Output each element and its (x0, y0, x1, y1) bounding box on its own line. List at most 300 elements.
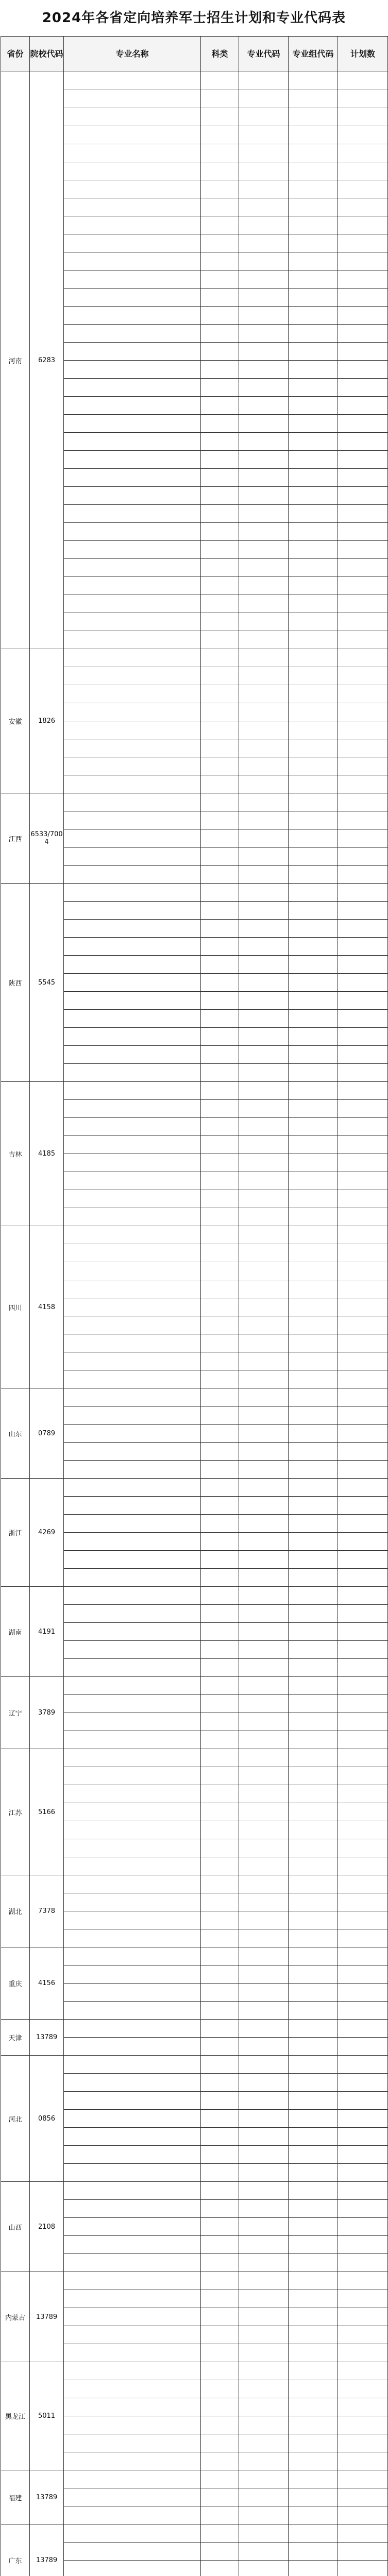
major-name-cell (64, 848, 201, 866)
plan-count-cell (338, 180, 388, 198)
group-code-cell (289, 1803, 338, 1821)
major-name-cell (64, 252, 201, 270)
province-cell: 安徽 (1, 649, 30, 793)
major-name-cell (64, 2092, 201, 2110)
group-code-cell (289, 793, 338, 811)
group-code-cell (289, 1947, 338, 1965)
table-row (1, 884, 388, 902)
group-code-cell (289, 1911, 338, 1929)
school-code-cell: 3789 (30, 1677, 64, 1749)
plan-count-cell (338, 433, 388, 451)
major-code-cell (239, 1479, 289, 1497)
category-cell (201, 433, 239, 451)
major-code-cell (239, 1208, 289, 1226)
major-code-cell (239, 2074, 289, 2092)
plan-count-cell (338, 1298, 388, 1316)
major-name-cell (64, 866, 201, 884)
category-cell (201, 2398, 239, 2416)
plan-count-cell (338, 1388, 388, 1406)
category-cell (201, 1064, 239, 1082)
major-name-cell (64, 469, 201, 487)
category-cell (201, 1551, 239, 1569)
plan-count-cell (338, 956, 388, 974)
major-code-cell (239, 1623, 289, 1641)
plan-count-cell (338, 1118, 388, 1136)
category-cell (201, 2452, 239, 2470)
major-name-cell (64, 1821, 201, 1839)
major-code-cell (239, 1515, 289, 1533)
plan-count-cell (338, 1334, 388, 1352)
group-code-cell (289, 1118, 338, 1136)
group-code-cell (289, 469, 338, 487)
category-cell (201, 2434, 239, 2452)
major-code-cell (239, 451, 289, 469)
group-code-cell (289, 1659, 338, 1677)
major-code-cell (239, 1659, 289, 1677)
header-province: 省份 (1, 37, 30, 72)
major-name-cell (64, 523, 201, 541)
category-cell (201, 1587, 239, 1605)
school-code-cell: 13789 (30, 2272, 64, 2362)
major-name-cell (64, 2272, 201, 2290)
major-name-cell (64, 1569, 201, 1587)
plan-count-cell (338, 1821, 388, 1839)
group-code-cell (289, 1154, 338, 1172)
plan-count-cell (338, 1731, 388, 1749)
category-cell (201, 1821, 239, 1839)
plan-count-cell (338, 1533, 388, 1551)
major-code-cell (239, 2146, 289, 2164)
major-code-cell (239, 90, 289, 108)
major-code-cell (239, 1425, 289, 1443)
major-name-cell (64, 325, 201, 343)
category-cell (201, 595, 239, 613)
plan-count-cell (338, 523, 388, 541)
major-name-cell (64, 2561, 201, 2576)
plan-count-cell (338, 2326, 388, 2344)
major-code-cell (239, 1839, 289, 1857)
major-name-cell (64, 1262, 201, 1280)
group-code-cell (289, 2146, 338, 2164)
plan-count-cell (338, 252, 388, 270)
group-code-cell (289, 920, 338, 938)
plan-count-cell (338, 2362, 388, 2380)
plan-count-cell (338, 2236, 388, 2254)
category-cell (201, 938, 239, 956)
major-name-cell (64, 1605, 201, 1623)
major-name-cell (64, 1767, 201, 1785)
major-code-cell (239, 1370, 289, 1388)
major-name-cell (64, 1425, 201, 1443)
group-code-cell (289, 1226, 338, 1244)
group-code-cell (289, 667, 338, 685)
major-code-cell (239, 1641, 289, 1659)
plan-count-cell (338, 1984, 388, 2002)
category-cell (201, 1118, 239, 1136)
major-code-cell (239, 721, 289, 739)
group-code-cell (289, 1298, 338, 1316)
plan-count-cell (338, 1100, 388, 1118)
category-cell (201, 2362, 239, 2380)
category-cell (201, 2020, 239, 2038)
group-code-cell (289, 1262, 338, 1280)
major-code-cell (239, 1965, 289, 1984)
group-code-cell (289, 2434, 338, 2452)
major-name-cell (64, 198, 201, 216)
group-code-cell (289, 1893, 338, 1911)
category-cell (201, 2236, 239, 2254)
category-cell (201, 2524, 239, 2543)
group-code-cell (289, 559, 338, 577)
plan-count-cell (338, 2182, 388, 2200)
major-name-cell (64, 2506, 201, 2524)
major-code-cell (239, 1695, 289, 1713)
plan-count-cell (338, 1857, 388, 1875)
plan-count-cell (338, 1244, 388, 1262)
category-cell (201, 234, 239, 252)
category-cell (201, 2002, 239, 2020)
group-code-cell (289, 2200, 338, 2218)
major-name-cell (64, 1280, 201, 1298)
category-cell (201, 649, 239, 667)
plan-count-cell (338, 631, 388, 649)
major-code-cell (239, 2362, 289, 2380)
group-code-cell (289, 162, 338, 180)
major-code-cell (239, 2506, 289, 2524)
group-code-cell (289, 1569, 338, 1587)
major-name-cell (64, 2308, 201, 2326)
plan-count-cell (338, 793, 388, 811)
plan-count-cell (338, 1767, 388, 1785)
group-code-cell (289, 1208, 338, 1226)
plan-count-cell (338, 2308, 388, 2326)
plan-count-cell (338, 198, 388, 216)
plan-count-cell (338, 469, 388, 487)
group-code-cell (289, 2020, 338, 2038)
category-cell (201, 1479, 239, 1497)
major-code-cell (239, 559, 289, 577)
group-code-cell (289, 2326, 338, 2344)
category-cell (201, 1100, 239, 1118)
major-name-cell (64, 1749, 201, 1767)
table-row (1, 2182, 388, 2200)
major-name-cell (64, 974, 201, 992)
category-cell (201, 2344, 239, 2362)
group-code-cell (289, 1406, 338, 1425)
province-cell: 内蒙古 (1, 2272, 30, 2362)
group-code-cell (289, 2506, 338, 2524)
plan-count-cell (338, 234, 388, 252)
table-row (1, 1587, 388, 1605)
major-code-cell (239, 289, 289, 307)
major-code-cell (239, 1280, 289, 1298)
plan-count-cell (338, 2272, 388, 2290)
category-cell (201, 343, 239, 361)
major-name-cell (64, 180, 201, 198)
school-code-cell: 4156 (30, 1947, 64, 2020)
plan-count-cell (338, 415, 388, 433)
major-code-cell (239, 1533, 289, 1551)
group-code-cell (289, 2038, 338, 2056)
major-code-cell (239, 2056, 289, 2074)
major-name-cell (64, 1316, 201, 1334)
major-name-cell (64, 613, 201, 631)
group-code-cell (289, 1443, 338, 1461)
plan-count-cell (338, 2380, 388, 2398)
major-name-cell (64, 2254, 201, 2272)
plan-count-cell (338, 1280, 388, 1298)
group-code-cell (289, 1100, 338, 1118)
group-code-cell (289, 289, 338, 307)
major-code-cell (239, 577, 289, 595)
major-name-cell (64, 487, 201, 505)
plan-count-cell (338, 2092, 388, 2110)
major-name-cell (64, 703, 201, 721)
school-code-cell: 0789 (30, 1388, 64, 1479)
major-name-cell (64, 1406, 201, 1425)
major-name-cell (64, 1208, 201, 1226)
major-code-cell (239, 1749, 289, 1767)
major-name-cell (64, 793, 201, 811)
group-code-cell (289, 1136, 338, 1154)
major-name-cell (64, 343, 201, 361)
table-row (1, 1082, 388, 1100)
major-name-cell (64, 1713, 201, 1731)
group-code-cell (289, 1839, 338, 1857)
plan-count-cell (338, 1893, 388, 1911)
group-code-cell (289, 721, 338, 739)
major-name-cell (64, 1677, 201, 1695)
category-cell (201, 685, 239, 703)
major-code-cell (239, 1821, 289, 1839)
table-row (1, 2362, 388, 2380)
major-name-cell (64, 595, 201, 613)
plan-count-cell (338, 721, 388, 739)
category-cell (201, 2074, 239, 2092)
major-name-cell (64, 234, 201, 252)
group-code-cell (289, 144, 338, 162)
plan-count-cell (338, 775, 388, 793)
category-cell (201, 505, 239, 523)
table-row (1, 1749, 388, 1767)
major-name-cell (64, 397, 201, 415)
table-row (1, 1226, 388, 1244)
plan-count-cell (338, 667, 388, 685)
plan-count-cell (338, 216, 388, 234)
category-cell (201, 2164, 239, 2182)
category-cell (201, 1280, 239, 1298)
category-cell (201, 1010, 239, 1028)
plan-count-cell (338, 1875, 388, 1893)
major-name-cell (64, 1118, 201, 1136)
group-code-cell (289, 884, 338, 902)
plan-count-cell (338, 829, 388, 848)
major-code-cell (239, 1334, 289, 1352)
major-name-cell (64, 811, 201, 829)
major-name-cell (64, 2236, 201, 2254)
plan-count-cell (338, 613, 388, 631)
major-name-cell (64, 72, 201, 90)
plan-count-cell (338, 2146, 388, 2164)
table-row (1, 1388, 388, 1406)
major-code-cell (239, 1172, 289, 1190)
major-code-cell (239, 2326, 289, 2344)
group-code-cell (289, 757, 338, 775)
major-code-cell (239, 2164, 289, 2182)
major-code-cell (239, 234, 289, 252)
major-name-cell (64, 2020, 201, 2038)
category-cell (201, 2146, 239, 2164)
plan-count-cell (338, 920, 388, 938)
major-code-cell (239, 1316, 289, 1334)
plan-count-cell (338, 2002, 388, 2020)
group-code-cell (289, 2561, 338, 2576)
major-name-cell (64, 1929, 201, 1947)
major-name-cell (64, 1659, 201, 1677)
major-name-cell (64, 884, 201, 902)
plan-count-cell (338, 1370, 388, 1388)
category-cell (201, 1695, 239, 1713)
table-header (1, 37, 388, 72)
plan-count-cell (338, 1316, 388, 1334)
major-name-cell (64, 2074, 201, 2092)
category-cell (201, 1172, 239, 1190)
major-code-cell (239, 1605, 289, 1623)
plan-count-cell (338, 2524, 388, 2543)
plan-count-cell (338, 1479, 388, 1497)
school-code-cell: 13789 (30, 2470, 64, 2524)
plan-count-cell (338, 1406, 388, 1425)
province-cell: 河北 (1, 2056, 30, 2182)
plan-count-cell (338, 884, 388, 902)
group-code-cell (289, 829, 338, 848)
major-name-cell (64, 216, 201, 234)
plan-count-cell (338, 1605, 388, 1623)
group-code-cell (289, 108, 338, 126)
province-cell: 湖北 (1, 1875, 30, 1947)
major-code-cell (239, 1136, 289, 1154)
major-name-cell (64, 829, 201, 848)
group-code-cell (289, 2182, 338, 2200)
major-name-cell (64, 126, 201, 144)
group-code-cell (289, 848, 338, 866)
category-cell (201, 1244, 239, 1262)
major-name-cell (64, 938, 201, 956)
plan-count-cell (338, 1947, 388, 1965)
plan-count-cell (338, 2398, 388, 2416)
major-name-cell (64, 2002, 201, 2020)
plan-count-cell (338, 2056, 388, 2074)
major-code-cell (239, 379, 289, 397)
plan-count-cell (338, 1911, 388, 1929)
plan-count-cell (338, 397, 388, 415)
category-cell (201, 1316, 239, 1334)
major-code-cell (239, 361, 289, 379)
group-code-cell (289, 2290, 338, 2308)
major-code-cell (239, 2092, 289, 2110)
major-code-cell (239, 2344, 289, 2362)
category-cell (201, 1515, 239, 1533)
plan-count-cell (338, 2164, 388, 2182)
major-code-cell (239, 811, 289, 829)
plan-count-cell (338, 1677, 388, 1695)
major-code-cell (239, 505, 289, 523)
plan-count-cell (338, 1641, 388, 1659)
group-code-cell (289, 902, 338, 920)
table-row (1, 72, 388, 90)
category-cell (201, 1406, 239, 1425)
group-code-cell (289, 1767, 338, 1785)
major-name-cell (64, 1984, 201, 2002)
province-cell: 浙江 (1, 1479, 30, 1587)
school-code-cell: 1826 (30, 649, 64, 793)
school-code-cell: 4158 (30, 1226, 64, 1388)
category-cell (201, 2218, 239, 2236)
major-code-cell (239, 216, 289, 234)
category-cell (201, 1226, 239, 1244)
header-category: 科类 (201, 37, 239, 72)
group-code-cell (289, 1929, 338, 1947)
group-code-cell (289, 1082, 338, 1100)
group-code-cell (289, 379, 338, 397)
enrollment-plan-table (1, 36, 388, 2576)
major-code-cell (239, 126, 289, 144)
category-cell (201, 1893, 239, 1911)
group-code-cell (289, 451, 338, 469)
province-cell: 山东 (1, 1388, 30, 1479)
category-cell (201, 252, 239, 270)
major-code-cell (239, 1713, 289, 1731)
category-cell (201, 1803, 239, 1821)
group-code-cell (289, 631, 338, 649)
category-cell (201, 1388, 239, 1406)
group-code-cell (289, 613, 338, 631)
major-name-cell (64, 433, 201, 451)
major-code-cell (239, 938, 289, 956)
plan-count-cell (338, 848, 388, 866)
category-cell (201, 1028, 239, 1046)
major-code-cell (239, 595, 289, 613)
major-code-cell (239, 667, 289, 685)
category-cell (201, 2470, 239, 2488)
plan-count-cell (338, 739, 388, 757)
category-cell (201, 289, 239, 307)
major-code-cell (239, 1947, 289, 1965)
major-code-cell (239, 2561, 289, 2576)
major-name-cell (64, 757, 201, 775)
major-name-cell (64, 451, 201, 469)
category-cell (201, 90, 239, 108)
major-name-cell (64, 1587, 201, 1605)
major-name-cell (64, 2200, 201, 2218)
group-code-cell (289, 1064, 338, 1082)
school-code-cell: 13789 (30, 2524, 64, 2576)
major-name-cell (64, 1947, 201, 1965)
major-name-cell (64, 270, 201, 289)
group-code-cell (289, 433, 338, 451)
group-code-cell (289, 1677, 338, 1695)
school-code-cell: 6283 (30, 72, 64, 649)
category-cell (201, 559, 239, 577)
table-row (1, 1875, 388, 1893)
major-code-cell (239, 2272, 289, 2290)
province-cell: 福建 (1, 2470, 30, 2524)
major-code-cell (239, 1406, 289, 1425)
group-code-cell (289, 90, 338, 108)
category-cell (201, 2488, 239, 2506)
major-name-cell (64, 2164, 201, 2182)
major-name-cell (64, 2182, 201, 2200)
